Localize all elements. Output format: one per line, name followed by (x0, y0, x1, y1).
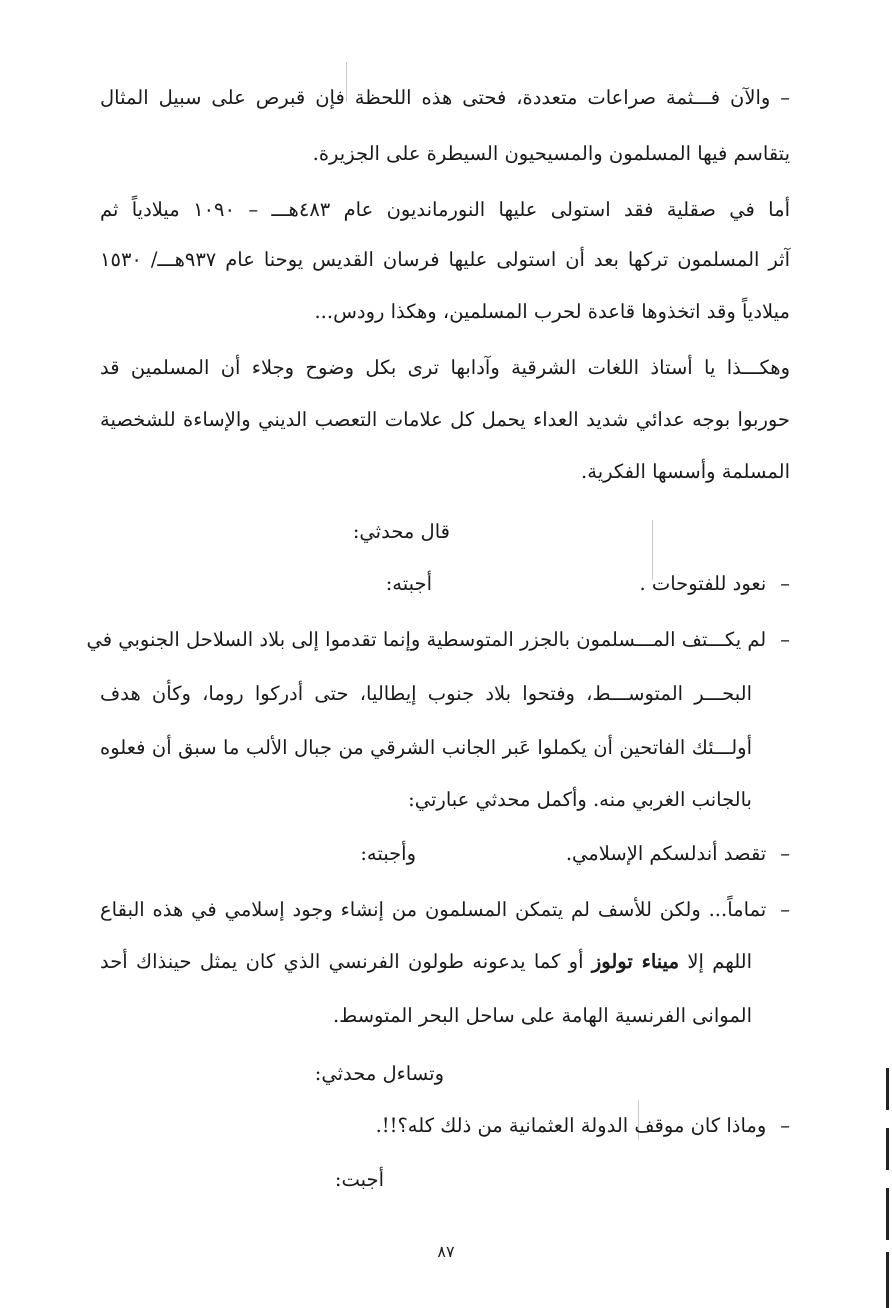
dialogue-dash: – (780, 628, 790, 651)
dialogue-text: تماماً... ولكن للأسف لم يتمكن المسلمون من إنشاء وجود إسلامي في هذه البقاع (100, 898, 767, 921)
text-line: يتقاسم فيها المسلمون والمسيحيون السيطرة على الجزيرة. (312, 142, 790, 165)
speaker-line: وأجبته: (360, 842, 416, 865)
text-segment: أو كما يدعونه طولون الفرنسي الذي كان يمثل حينذاك أحد (100, 950, 584, 973)
page-number: ٨٧ (437, 1242, 455, 1261)
dialogue-dash: – (780, 572, 790, 595)
speaker-line: وتساءل محدثي: (314, 1062, 444, 1085)
scan-edge-mark (886, 1188, 889, 1240)
dialogue-line (86, 626, 790, 654)
dialogue-dash: – (780, 842, 790, 865)
dialogue-text: نعود للفتوحات . (639, 572, 767, 595)
speaker-line: أجبته: (385, 572, 432, 595)
dialogue-line (100, 570, 790, 598)
text-segment: اللهم إلا (687, 950, 753, 973)
text-line: أولـــئك الفاتحين أن يكملوا عَبر الجانب الشرقي من جبال الألب ما سبق أن فعلوه (100, 736, 752, 759)
dialogue-line (100, 840, 790, 868)
text-line: الموانى الفرنسية الهامة على ساحل البحر المتوسط. (332, 1004, 752, 1027)
dialogue-dash: – (780, 1114, 790, 1137)
text-line: آثر المسلمون تركها بعد أن استولى عليها فرسان القديس يوحنا عام ٩٣٧هـــ/ ١٥٣٠ (100, 248, 790, 271)
text-line: حوربوا بوجه عدائي شديد العداء يحمل كل علامات التعصب الديني والإساءة للشخصية (100, 408, 790, 431)
scan-edge-mark (886, 1252, 889, 1308)
scan-edge-mark (886, 1068, 889, 1110)
text-line: وهكـــذا يا أستاذ اللغات الشرقية وآدابها ترى بكل وضوح وجلاء أن المسلمين قد (100, 356, 790, 379)
text-line: البحـــر المتوســـط، وفتحوا بلاد جنوب إيطاليا، حتى أدركوا روما، وكأن هدف (100, 682, 752, 705)
text-line: أما في صقلية فقد استولى عليها النورمانديون عام ٤٨٣هـــ – ١٠٩٠ ميلادياً ثم (100, 198, 790, 221)
text-line: المسلمة وأسسها الفكرية. (581, 460, 790, 483)
dialogue-text: وماذا كان موقف الدولة العثمانية من ذلك كله؟!!. (375, 1114, 767, 1137)
dialogue-text: لم يكـــتف المـــسلمون بالجزر المتوسطية وإنما تقدموا إلى بلاد السلاحل الجنوبي في (86, 628, 767, 651)
speaker-line: قال محدثي: (352, 520, 450, 543)
dialogue-line (100, 1112, 790, 1140)
bold-place-name: ميناء تولوز (591, 950, 680, 973)
scan-edge-mark (886, 1128, 889, 1170)
text-line: ميلادياً وقد اتخذوها قاعدة لحرب المسلمين، وهكذا رودس... (314, 300, 790, 323)
text-line (100, 948, 752, 976)
speaker-line: أجبت: (334, 1168, 384, 1191)
dialogue-dash: – (780, 898, 790, 921)
text-line: بالجانب الغربي منه. وأكمل محدثي عبارتي: (408, 788, 752, 811)
dialogue-text: تقصد أندلسكم الإسلامي. (565, 842, 767, 865)
dialogue-line (100, 896, 790, 924)
text-line: – والآن فـــثمة صراعات متعددة، فحتى هذه اللحظة فإن قبرص على سبيل المثال (100, 86, 790, 109)
